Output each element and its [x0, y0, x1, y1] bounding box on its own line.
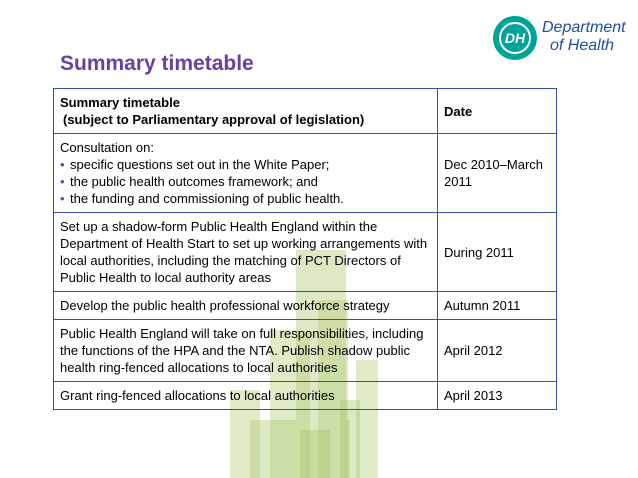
- row-date: Dec 2010–March 2011: [444, 157, 543, 189]
- row-description-cell: [54, 134, 438, 213]
- dh-logo-line1: Department: [542, 19, 626, 36]
- table-row: [54, 320, 557, 382]
- header-date-cell: Date: [438, 89, 557, 134]
- dh-logo-line2: of Health: [550, 37, 615, 54]
- bullet-list: [60, 156, 431, 207]
- list-item: • specific questions set out in the White Paper;: [60, 156, 431, 173]
- row-description-cell: Set up a shadow-form Public Health England within the Department of Health Start to set up working arrangements with local authorities, including the matching of PCT Directors of Public Health to local authority areas: [54, 213, 438, 292]
- timetable-table: [53, 88, 557, 410]
- dh-logo-mark: [493, 16, 537, 60]
- row-date-cell: April 2013: [438, 382, 557, 410]
- page-title: Summary timetable: [60, 52, 254, 75]
- table-row: [54, 134, 557, 213]
- header-title: Summary timetable: [60, 95, 180, 110]
- row-description-cell: Grant ring-fenced allocations to local authorities: [54, 382, 438, 410]
- table-header-row: [54, 89, 557, 134]
- list-item: • the public health outcomes framework; and: [60, 173, 431, 190]
- dh-logo: [493, 16, 628, 60]
- row-description-cell: Public Health England will take on full responsibilities, including the functions of the HPA and the NTA. Publish shadow public health ring-fenced allocations to local authorities: [54, 320, 438, 382]
- row-date-cell: During 2011: [438, 213, 557, 292]
- row-description-cell: Develop the public health professional workforce strategy: [54, 292, 438, 320]
- dh-logo-initials: DH: [499, 22, 531, 54]
- header-description-cell: [54, 89, 438, 134]
- row-intro: Consultation on:: [60, 140, 154, 155]
- table-row: [54, 213, 557, 292]
- table-row: [54, 292, 557, 320]
- dh-logo-text: [542, 19, 632, 55]
- table-row: [54, 382, 557, 410]
- header-subtitle: (subject to Parliamentary approval of legislation): [63, 112, 365, 127]
- row-date-cell: April 2012: [438, 320, 557, 382]
- row-date-cell: [438, 134, 557, 213]
- list-item: • the funding and commissioning of public health.: [60, 190, 431, 207]
- row-date-cell: Autumn 2011: [438, 292, 557, 320]
